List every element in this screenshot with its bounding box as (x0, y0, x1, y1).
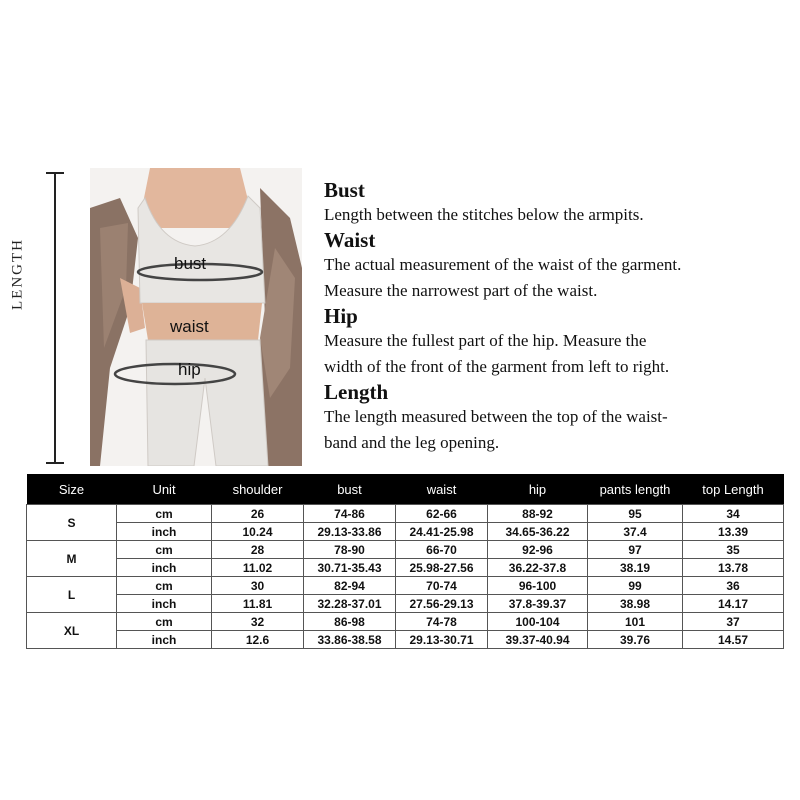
length-ruler (40, 172, 70, 464)
header-bust: bust (304, 474, 396, 505)
unit-cell: cm (117, 613, 212, 631)
value-cell: 33.86-38.58 (304, 631, 396, 649)
value-cell: 39.37-40.94 (488, 631, 588, 649)
value-cell: 14.17 (683, 595, 784, 613)
value-cell: 10.24 (212, 523, 304, 541)
table-row (27, 631, 784, 649)
value-cell: 32 (212, 613, 304, 631)
header-top-length: top Length (683, 474, 784, 505)
value-cell: 88-92 (488, 505, 588, 523)
waist-text-line: Measure the narrowest part of the waist. (324, 281, 598, 300)
value-cell: 30.71-35.43 (304, 559, 396, 577)
value-cell: 36.22-37.8 (488, 559, 588, 577)
value-cell: 29.13-30.71 (396, 631, 488, 649)
unit-cell: inch (117, 559, 212, 577)
value-cell: 36 (683, 577, 784, 595)
table-row (27, 559, 784, 577)
table-row (27, 523, 784, 541)
value-cell: 35 (683, 541, 784, 559)
bust-label: bust (174, 254, 207, 273)
value-cell: 34.65-36.22 (488, 523, 588, 541)
bust-heading: Bust (324, 178, 365, 202)
waist-description (324, 228, 794, 304)
value-cell: 27.56-29.13 (396, 595, 488, 613)
value-cell: 66-70 (396, 541, 488, 559)
header-unit: Unit (117, 474, 212, 505)
length-text-line: The length measured between the top of the waist- (324, 407, 668, 426)
value-cell: 38.19 (588, 559, 683, 577)
value-cell: 12.6 (212, 631, 304, 649)
value-cell: 11.81 (212, 595, 304, 613)
ruler-label: LENGTH (9, 238, 26, 310)
table-row (27, 613, 784, 631)
size-cell: L (27, 577, 117, 613)
waist-text-line: The actual measurement of the waist of the garment. (324, 255, 682, 274)
hip-text-line: Measure the fullest part of the hip. Measure the (324, 331, 647, 350)
table-row (27, 541, 784, 559)
value-cell: 26 (212, 505, 304, 523)
bust-description (324, 178, 794, 228)
value-cell: 92-96 (488, 541, 588, 559)
header-pants-length: pants length (588, 474, 683, 505)
value-cell: 11.02 (212, 559, 304, 577)
value-cell: 62-66 (396, 505, 488, 523)
bust-text-line: Length between the stitches below the armpits. (324, 205, 644, 224)
product-photo (90, 168, 302, 466)
value-cell: 86-98 (304, 613, 396, 631)
length-description (324, 380, 794, 456)
value-cell: 37.8-39.37 (488, 595, 588, 613)
table-header-row (27, 474, 784, 505)
value-cell: 78-90 (304, 541, 396, 559)
size-cell: M (27, 541, 117, 577)
header-shoulder: shoulder (212, 474, 304, 505)
unit-cell: cm (117, 577, 212, 595)
table-row (27, 577, 784, 595)
value-cell: 25.98-27.56 (396, 559, 488, 577)
hip-description (324, 304, 794, 380)
hip-heading: Hip (324, 304, 358, 328)
header-hip: hip (488, 474, 588, 505)
hip-label: hip (178, 360, 201, 379)
value-cell: 14.57 (683, 631, 784, 649)
value-cell: 30 (212, 577, 304, 595)
value-cell: 39.76 (588, 631, 683, 649)
value-cell: 82-94 (304, 577, 396, 595)
unit-cell: inch (117, 595, 212, 613)
value-cell: 74-78 (396, 613, 488, 631)
table-row (27, 595, 784, 613)
hip-text-line: width of the front of the garment from left to right. (324, 357, 670, 376)
value-cell: 13.78 (683, 559, 784, 577)
value-cell: 13.39 (683, 523, 784, 541)
value-cell: 96-100 (488, 577, 588, 595)
length-text-line: band and the leg opening. (324, 433, 500, 452)
value-cell: 95 (588, 505, 683, 523)
value-cell: 29.13-33.86 (304, 523, 396, 541)
value-cell: 100-104 (488, 613, 588, 631)
value-cell: 99 (588, 577, 683, 595)
size-cell: S (27, 505, 117, 541)
value-cell: 24.41-25.98 (396, 523, 488, 541)
unit-cell: inch (117, 523, 212, 541)
header-size: Size (27, 474, 117, 505)
unit-cell: cm (117, 541, 212, 559)
waist-label: waist (170, 317, 209, 336)
measurement-descriptions (324, 178, 794, 456)
table-row (27, 505, 784, 523)
value-cell: 34 (683, 505, 784, 523)
ruler-bottom-cap (46, 462, 64, 464)
value-cell: 38.98 (588, 595, 683, 613)
waist-heading: Waist (324, 228, 376, 252)
value-cell: 37 (683, 613, 784, 631)
unit-cell: inch (117, 631, 212, 649)
size-chart-table (26, 474, 784, 649)
value-cell: 37.4 (588, 523, 683, 541)
length-heading: Length (324, 380, 389, 404)
size-cell: XL (27, 613, 117, 649)
unit-cell: cm (117, 505, 212, 523)
value-cell: 97 (588, 541, 683, 559)
value-cell: 74-86 (304, 505, 396, 523)
header-waist: waist (396, 474, 488, 505)
value-cell: 32.28-37.01 (304, 595, 396, 613)
value-cell: 28 (212, 541, 304, 559)
ruler-line (54, 172, 56, 464)
value-cell: 101 (588, 613, 683, 631)
value-cell: 70-74 (396, 577, 488, 595)
table-body (27, 505, 784, 649)
